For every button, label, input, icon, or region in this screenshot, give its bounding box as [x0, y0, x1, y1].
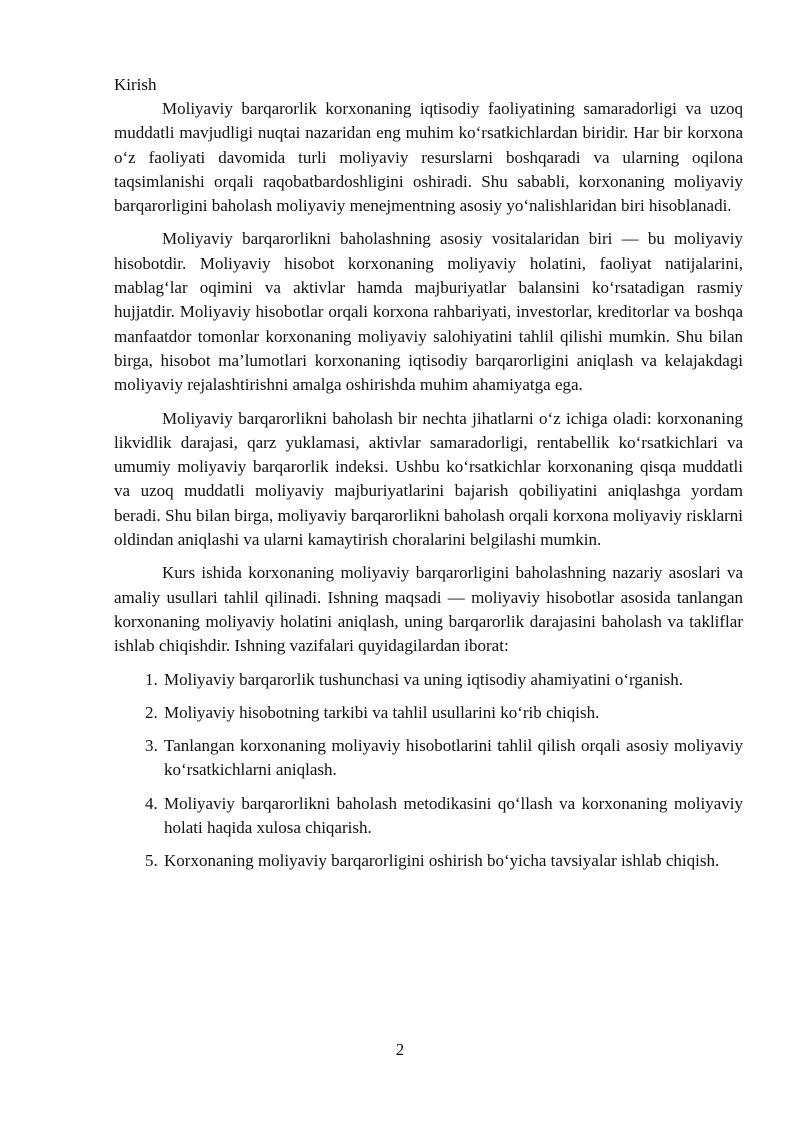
paragraph-3: Moliyaviy barqarorlikni baholash bir nechta jihatlarni o‘z ichiga oladi: korxonaning likvidlik darajasi, qarz yuklamasi, aktivlar samaradorligi, rentabellik ko‘rsatkichlari va umumiy moliyaviy barqarorlik indeksi. Ushbu ko‘rsatkichlar korxonaning qisqa muddatli va uzoq muddatli moliyaviy majburiyatlarini bajarish qobiliyatini aniqlashga yordam beradi. Shu bilan birga, moliyaviy barqarorlikni baholash orqali korxona moliyaviy risklarni oldindan aniqlashi va ularni kamaytirish choralarini belgilashi mumkin. — [114, 408, 743, 550]
task-list — [114, 668, 743, 874]
paragraph-4: Kurs ishida korxonaning moliyaviy barqarorligini baholashning nazariy asoslari va amaliy usullari tahlil qilinadi. Ishning maqsadi — moliyaviy hisobotlar asosida tanlangan korxonaning moliyaviy holatini aniqlash, uning barqarorlik darajasini baholash va takliflar ishlab chiqishdir. Ishning vazifalari quyidagilardan iborat: — [114, 563, 743, 656]
section-heading: Kirish — [114, 75, 157, 94]
task-item-4: 4. Moliyaviy barqarorlikni baholash metodikasini qo‘llash va korxonaning moliyaviy holati haqida xulosa chiqarish. — [162, 792, 743, 841]
page-number: 2 — [395, 1040, 405, 1059]
task-item-2: 2. Moliyaviy hisobotning tarkibi va tahlil usullarini ko‘rib chiqish. — [162, 701, 743, 725]
paragraph-2: Moliyaviy barqarorlikni baholashning asosiy vositalaridan biri — bu moliyaviy hisobotdir. Moliyaviy hisobot korxonaning moliyaviy holatini, faoliyat natijalarini, mablag‘lar oqimini va aktivlar hamda majburiyatlar balansini ko‘rsatadigan rasmiy hujjatdir. Moliyaviy hisobotlar orqali korxona rahbariyati, investorlar, kreditorlar va boshqa manfaatdor tomonlar korxonaning moliyaviy salohiyatini tahlil qilishi mumkin. Shu bilan birga, hisobot ma’lumotlari korxonaning iqtisodiy barqarorligini aniqlash va kelajakdagi moliyaviy rejalashtirishni amalga oshirishda muhim ahamiyatga ega. — [114, 229, 743, 395]
task-item-5: 5. Korxonaning moliyaviy barqarorligini oshirish bo‘yicha tavsiyalar ishlab chiqish. — [162, 849, 743, 873]
task-item-3: 3. Tanlangan korxonaning moliyaviy hisobotlarini tahlil qilish orqali asosiy moliyaviy ko‘rsatkichlarni aniqlash. — [162, 734, 743, 783]
task-item-1: 1. Moliyaviy barqarorlik tushunchasi va uning iqtisodiy ahamiyatini o‘rganish. — [162, 668, 743, 692]
paragraph-1: Moliyaviy barqarorlik korxonaning iqtisodiy faoliyatining samaradorligi va uzoq muddatli mavjudligi nuqtai nazaridan eng muhim ko‘rsatkichlardan biridir. Har bir korxona o‘z faoliyati davomida turli moliyaviy resurslarni boshqaradi va ularning oqilona taqsimlanishi orqali raqobatbardoshligini oshiradi. Shu sababli, korxonaning moliyaviy barqarorligini baholash moliyaviy menejmentning asosiy yo‘nalishlaridan biri hisoblanadi. — [114, 99, 743, 216]
